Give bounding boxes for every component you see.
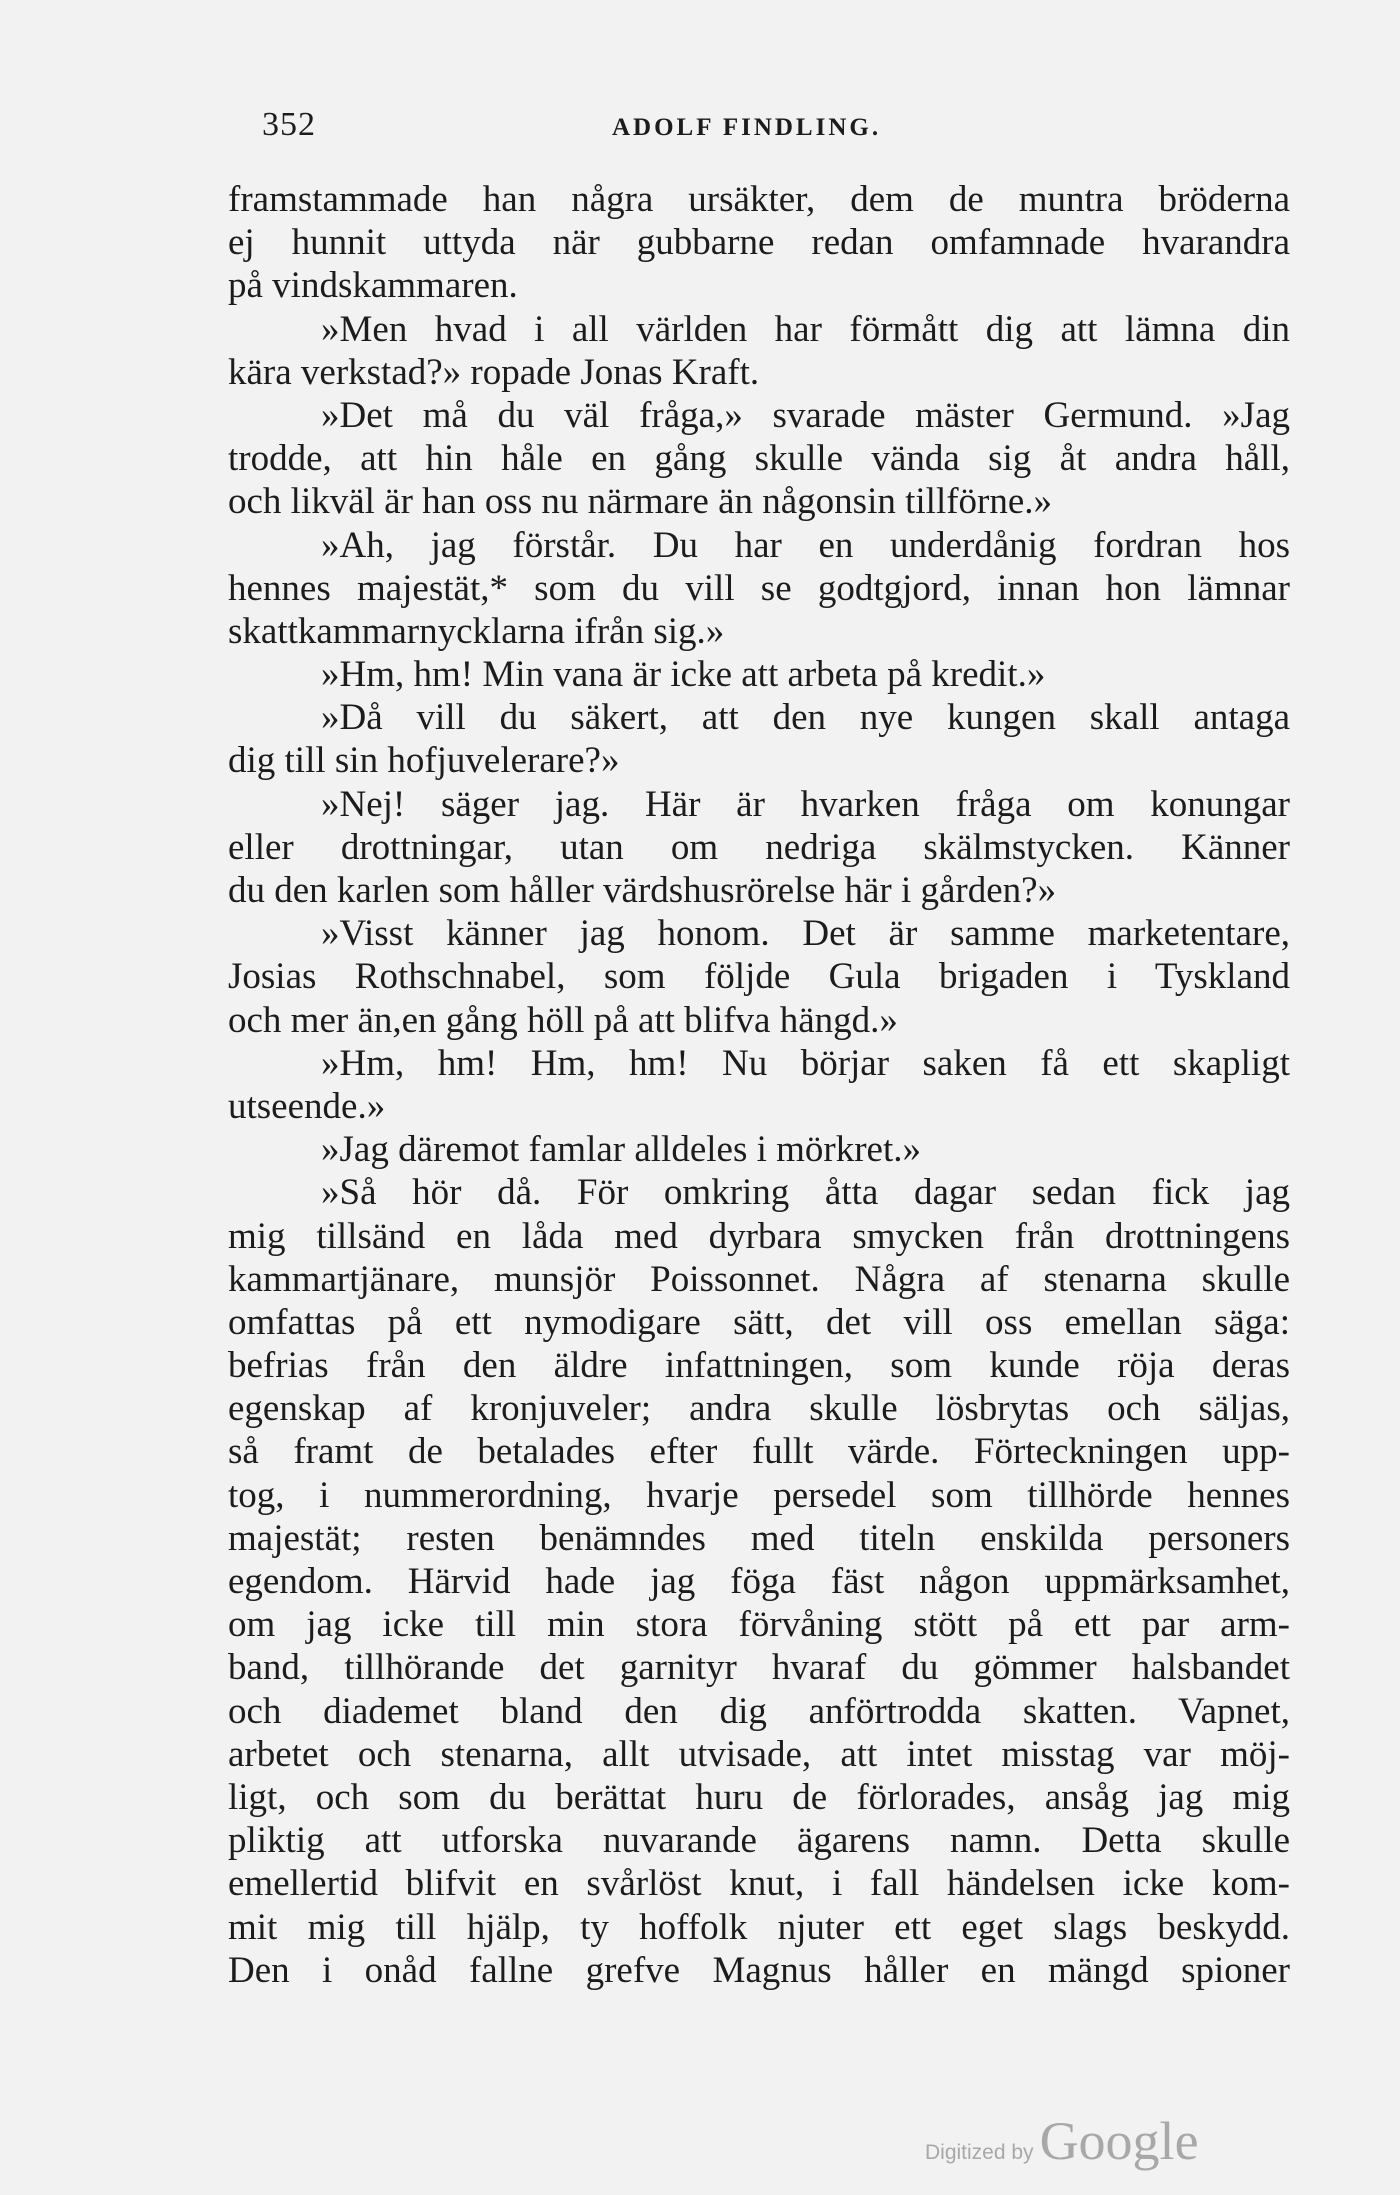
text-line: ej hunnit uttyda när gubbarne redan omfamnade hvarandra [228,222,1290,264]
running-head [262,106,1182,156]
google-logo: Google [1039,2111,1199,2171]
text-line: utseende.» [228,1085,386,1127]
text-line: kära verkstad?» ropade Jonas Kraft. [228,351,760,393]
text-line: om jag icke till min stora förvåning stött på ett par arm- [228,1604,1290,1646]
text-line: emellertid blifvit en svårlöst knut, i fall händelsen icke kom- [228,1863,1290,1905]
text-line: Den i onåd fallne grefve Magnus håller en mängd spioner [228,1949,1290,1991]
body-text [228,178,1290,1992]
text-line: framstammade han några ursäkter, dem de muntra bröderna [228,179,1290,220]
text-line: band, tillhörande det garnityr hvaraf du gömmer halsbandet [228,1647,1290,1689]
text-line: hennes majestät,* som du vill se godtgjord, innan hon lämnar [228,567,1290,609]
text-line: Josias Rothschnabel, som följde Gula brigaden i Tyskland [228,956,1290,998]
text-line: mig tillsänd en låda med dyrbara smycken från drottningens [228,1215,1290,1257]
text-line: »Nej! säger jag. Här är hvarken fråga om konungar [321,783,1290,825]
text-line: ligt, och som du berättat huru de förlorades, ansåg jag mig [228,1776,1290,1818]
text-line: trodde, att hin håle en gång skulle vända sig åt andra håll, [228,438,1290,480]
text-line: »Hm, hm! Hm, hm! Nu börjar saken få ett skapligt [321,1042,1290,1084]
text-line: dig till sin hofjuvelerare?» [228,740,620,782]
text-line: majestät; resten benämndes med titeln enskilda personers [228,1517,1290,1559]
text-line: tog, i nummerordning, hvarje persedel som tillhörde hennes [228,1474,1290,1516]
text-line: på vindskammaren. [228,265,518,307]
text-line: »Jag däremot famlar alldeles i mörkret.» [321,1129,922,1171]
text-line: du den karlen som håller värdshusrörelse här i gården?» [228,870,1057,911]
text-line: egendom. Härvid hade jag föga fäst någon uppmärksamhet, [228,1561,1290,1602]
text-line: mit mig till hjälp, ty hoffolk njuter ett eget slags beskydd. [228,1906,1290,1948]
text-line: arbetet och stenarna, allt utvisade, att intet misstag var möj- [228,1733,1290,1775]
text-line: »Hm, hm! Min vana är icke att arbeta på kredit.» [321,654,1046,696]
text-line: »Då vill du säkert, att den nye kungen skall antaga [321,697,1290,739]
text-line: så framt de betalades efter fullt värde. Förteckningen upp- [228,1431,1290,1473]
text-line: eller drottningar, utan om nedriga skälmstycken. Känner [228,826,1290,868]
digitized-watermark [925,2110,1199,2170]
text-line: pliktig att utforska nuvarande ägarens namn. Detta skulle [228,1820,1290,1862]
text-line: omfattas på ett nymodigare sätt, det vill oss emellan säga: [228,1301,1290,1343]
text-line: egenskap af kronjuveler; andra skulle lösbrytas och säljas, [228,1388,1290,1430]
running-title: ADOLF FINDLING. [612,114,882,141]
text-line: befrias från den äldre infattningen, som kunde röja deras [228,1345,1290,1387]
text-line: och likväl är han oss nu närmare än någonsin tillförne.» [228,481,1053,523]
digitized-label: Digitized by [925,2141,1034,2164]
text-line: »Visst känner jag honom. Det är samme marketentare, [321,913,1290,955]
text-line: och diademet bland den dig anförtrodda skatten. Vapnet, [228,1690,1290,1732]
text-line: skattkammarnycklarna ifrån sig.» [228,610,725,652]
text-line: kammartjänare, munsjör Poissonnet. Några af stenarna skulle [228,1258,1290,1300]
text-line: »Så hör då. För omkring åtta dagar sedan fick jag [321,1172,1290,1214]
text-line: »Det må du väl fråga,» svarade mäster Germund. »Jag [321,394,1290,436]
text-line: »Ah, jag förstår. Du har en underdånig fordran hos [321,524,1290,566]
page-number: 352 [262,106,316,143]
text-line: »Men hvad i all världen har förmått dig att lämna din [321,308,1290,350]
text-line: och mer än,en gång höll på att blifva hängd.» [228,999,898,1041]
